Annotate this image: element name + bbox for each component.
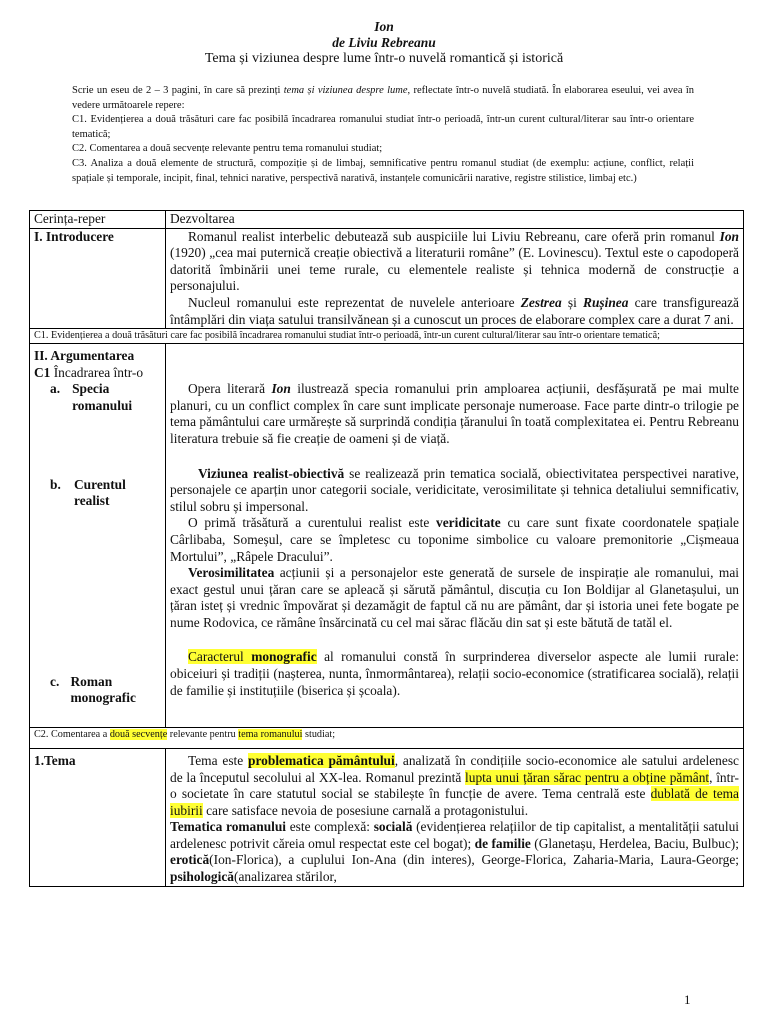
- theme-paragraph-2: Tematica romanului este complexă: socială (evidențierea relațiilor de tip capitalist, a mentalității satului ardelenesc potrivit căreia omul respectat este cel bogat); de familie (Glanetașu, Herdelea, Baciu, Bulbuc); erotică(Ion-Florica), a cuplului Ion-Ana (din interes), George-Florica, Zaharia-Maria, Laura-George; psihologică(analizarea stărilor,: [170, 819, 739, 885]
- essay-table: [29, 210, 744, 887]
- c1-requirement-text: C1. Evidențierea a două trăsături care fac posibilă încadrarea romanului studiat într-o perioadă, într-un curent cultural/literar sau într-o orientare tematică;: [30, 329, 744, 344]
- monograph-paragraph: Caracterul monografic al romanului constă în surprinderea diverselor aspecte ale lumii rurale: obiceiuri și tradiții (nașterea, nunta, înmormântarea), relații socio-economice (stratificarea socială), relații de familie și instituțiile (biserica și școala).: [170, 649, 739, 698]
- instruction-c3: C3. Analiza a două elemente de structură, compoziție și de limbaj, semnificative pentru romanul studiat (de exemplu: acțiune, conflict, relații spațiale și temporale, incipit, final, tehnici narative, perspectivă narativă, instanțele comunicării narative, registre stilistice, limbaj etc.): [72, 157, 694, 184]
- document-subtitle: Tema și viziunea despre lume într-o nuvelă romantică și istorică: [204, 51, 564, 66]
- theme-text: [166, 748, 744, 886]
- assignment-instructions: [72, 84, 694, 186]
- c1-framing-label: C1 Încadrarea într-o: [34, 364, 144, 380]
- intro-label: I. Introducere: [30, 228, 166, 329]
- theme-paragraph-1: Tema este problematica pământului, analizată în condițiile socio-economice ale satului ardelenesc de la începutul secolului al XX-lea. Romanul prezintă lupta unui țăran sărac pentru a obține pământ, într-o societate în care statutul social se stabilește în funcție de avere. Tema centrală este dublată de tema iubirii care satisface nevoia de posesiune carnală a protagonistului.: [170, 752, 740, 818]
- c2-requirement-text: C2. Comentarea a două secvențe relevante pentru tema romanului studiat;: [30, 727, 744, 748]
- intro-row: [30, 228, 744, 329]
- header-development: Dezvoltarea: [166, 211, 744, 229]
- theme-row: [30, 748, 744, 886]
- page-number: 1: [684, 992, 691, 1007]
- theme-label: 1.Tema: [30, 748, 166, 886]
- c2-requirement-row: [30, 727, 744, 748]
- instruction-c2: C2. Comentarea a două secvențe relevante pentru tema romanului studiat;: [72, 143, 383, 155]
- document-author: de Liviu Rebreanu: [332, 35, 436, 50]
- instruction-c1: C1. Evidențierea a două trăsături care fac posibilă încadrarea romanului studiat într-o perioadă, într-un curent cultural/literar sau într-o orientare tematică;: [72, 114, 694, 140]
- argument-text: [166, 344, 744, 728]
- instruction-intro: Scrie un eseu de 2 – 3 pagini, în care să prezinți tema și viziunea despre lume, reflectate într-o nuvelă studiată. În elaborarea eseului, vei avea în vedere următoarele repere:: [72, 85, 694, 111]
- realism-paragraph-3: Verosimilitatea acțiunii și a personajelor este generată de sursele de inspirație ale romanului, mai exact gestul unui țăran care se apleacă și sărută pământul, discuția cu Ion Boldijar al Glanetașului, un țăran isteț și vrednic împovărat și dezamăgit de faptul că nu are pământ, dar și istoria unei fete bogate pe nume Rodovica, ce rămâne însărcinată cu cel mai sărac flăcău din sat și este bătută de tatăl el.: [170, 565, 739, 630]
- table-header-row: [30, 211, 744, 229]
- realism-paragraph-2: O primă trăsătură a curentului realist este veridicitate cu care sunt fixate coordonatele spațiale Cârlibaba, Someșul, care se împletesc cu toponime simbolice cu valoare premonitorie „Cișmeaua Mortului”, „Râpele Dracului”.: [170, 515, 739, 564]
- label-a: a. Specia romanului: [50, 381, 133, 413]
- realism-paragraph-1: Viziunea realist-obiectivă se realizează prin tematica socială, obiectivitatea perspectivei narative, personajele ce aparțin unor categorii sociale, veridicitate, verosimilitate și tehnica detaliului semnificativ, stilul sobru și impersonal.: [170, 465, 740, 514]
- label-c: c. Roman monografic: [50, 673, 136, 706]
- argument-row: [30, 344, 744, 728]
- argument-labels: II. Argumentarea C1 Încadrarea într-o a. Specia romanului b. Curentul realist c. Roman monografic: [30, 344, 166, 728]
- document-title: Ion: [374, 19, 394, 34]
- c1-requirement-row: [30, 329, 744, 344]
- label-b: b. Curentul realist: [50, 476, 126, 509]
- header-requirement: Cerința-reper: [30, 211, 166, 229]
- species-paragraph: Opera literară Ion ilustrează specia romanului prin amploarea acțiunii, desfășurată pe mai multe planuri, cu un conflict complex în care sunt implicate personaje numeroase. Face parte dintr-o trilogie pe tema pământului care urmărește să surprindă condiția țăranului în toată complexitatea ei. Pentru Rebreanu literatura trebuie să fie creație de oameni și de viață.: [170, 381, 739, 446]
- intro-text: Romanul realist interbelic debutează sub auspiciile lui Liviu Rebreanu, care oferă prin romanul Ion (1920) „cea mai puternică creație obiectivă a literaturii române” (E. Lovinescu). Textul este o capodoperă datorită îmbinării unei teme rurale, cu elementele realiste și tehnica modernă de construcție a personajului. Nucleul romanului este reprezentat de nuvelele anterioare Zestrea și Rușinea care transfigurează întâmplări din viața satului transilvănean și a cunoscut un proces de elaborare complex care a durat 7 ani.: [166, 228, 744, 329]
